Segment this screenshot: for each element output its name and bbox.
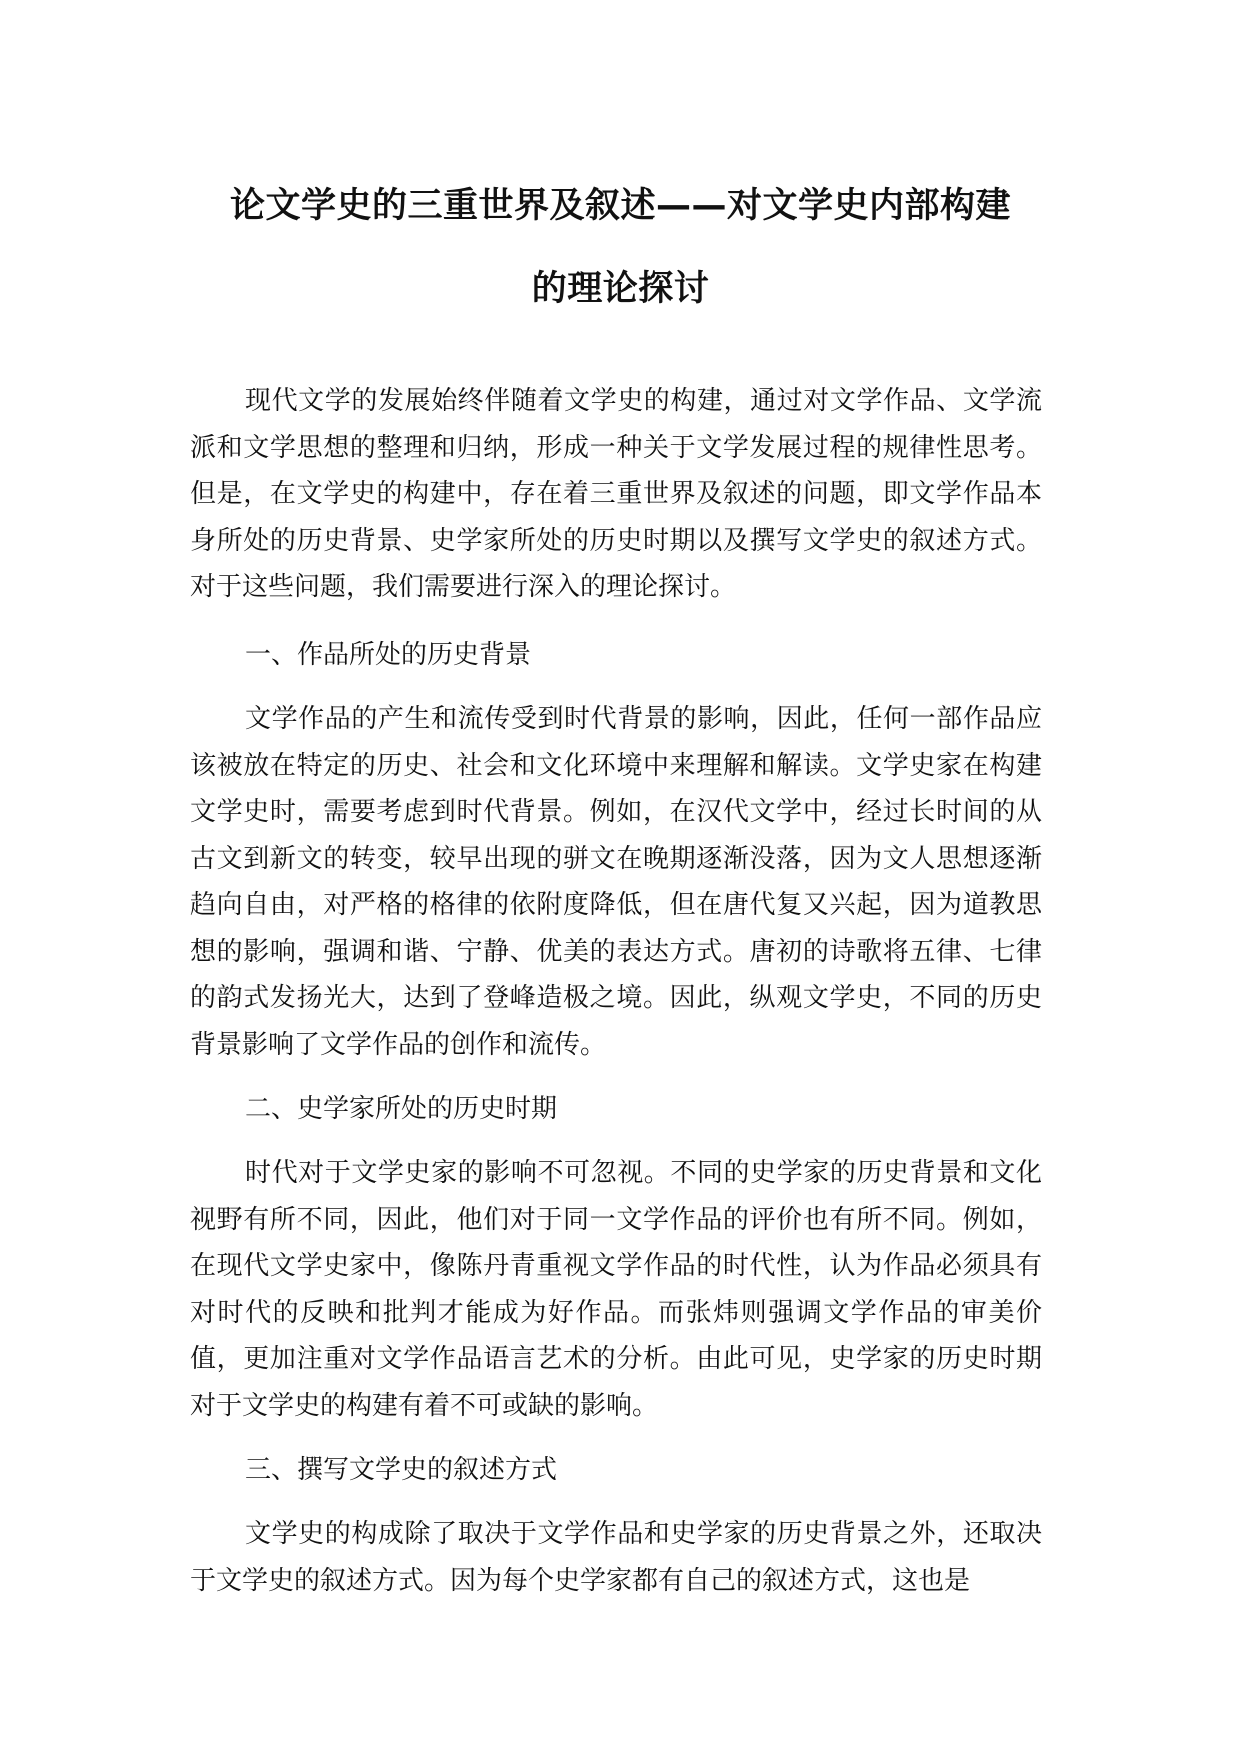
section-heading-1: 一、作品所处的历史背景 [245, 640, 532, 670]
paragraph-section-1: 文学作品的产生和流传受到时代背景的影响，因此，任何一部作品应该被放在特定的历史、社会和文化环境中来理解和解读。文学史家在构建文学史时，需要考虑到时代背景。例如，在汉代文学中，经过长时间的从古文到新文的转变，较早出现的骈文在晚期逐渐没落，因为文人思想逐渐趋向自由，对严格的格律的依附度降低，但在唐代复又兴起，因为道教思想的影响，强调和谐、宁静、优美的表达方式。唐初的诗歌将五律、七律的韵式发扬光大，达到了登峰造极之境。因此，纵观文学史，不同的历史背景影响了文学作品的创作和流传。 [190, 704, 1042, 1060]
paragraph-introduction: 现代文学的发展始终伴随着文学史的构建，通过对文学作品、文学流派和文学思想的整理和归纳，形成一种关于文学发展过程的规律性思考。但是，在文学史的构建中，存在着三重世界及叙述的问题，即文学作品本身所处的历史背景、史学家所处的历史时期以及撰写文学史的叙述方式。对于这些问题，我们需要进行深入的理论探讨。 [190, 386, 1042, 602]
paragraph-section-3: 文学史的构成除了取决于文学作品和史学家的历史背景之外，还取决于文学史的叙述方式。因为每个史学家都有自己的叙述方式，这也是 [190, 1519, 1042, 1596]
section-heading-2: 二、史学家所处的历史时期 [245, 1094, 558, 1124]
document-title-line-1: 论文学史的三重世界及叙述——对文学史内部构建 [229, 186, 1011, 226]
paragraph-section-2: 时代对于文学史家的影响不可忽视。不同的史学家的历史背景和文化视野有所不同，因此，他们对于同一文学作品的评价也有所不同。例如，在现代文学史家中，像陈丹青重视文学作品的时代性，认为作品必须具有对时代的反映和批判才能成为好作品。而张炜则强调文学作品的审美价值，更加注重对文学作品语言艺术的分析。由此可见，史学家的历史时期对于文学史的构建有着不可或缺的影响。 [190, 1158, 1042, 1421]
document-title-line-2: 的理论探讨 [531, 269, 710, 309]
section-heading-3: 三、撰写文学史的叙述方式 [245, 1455, 558, 1485]
